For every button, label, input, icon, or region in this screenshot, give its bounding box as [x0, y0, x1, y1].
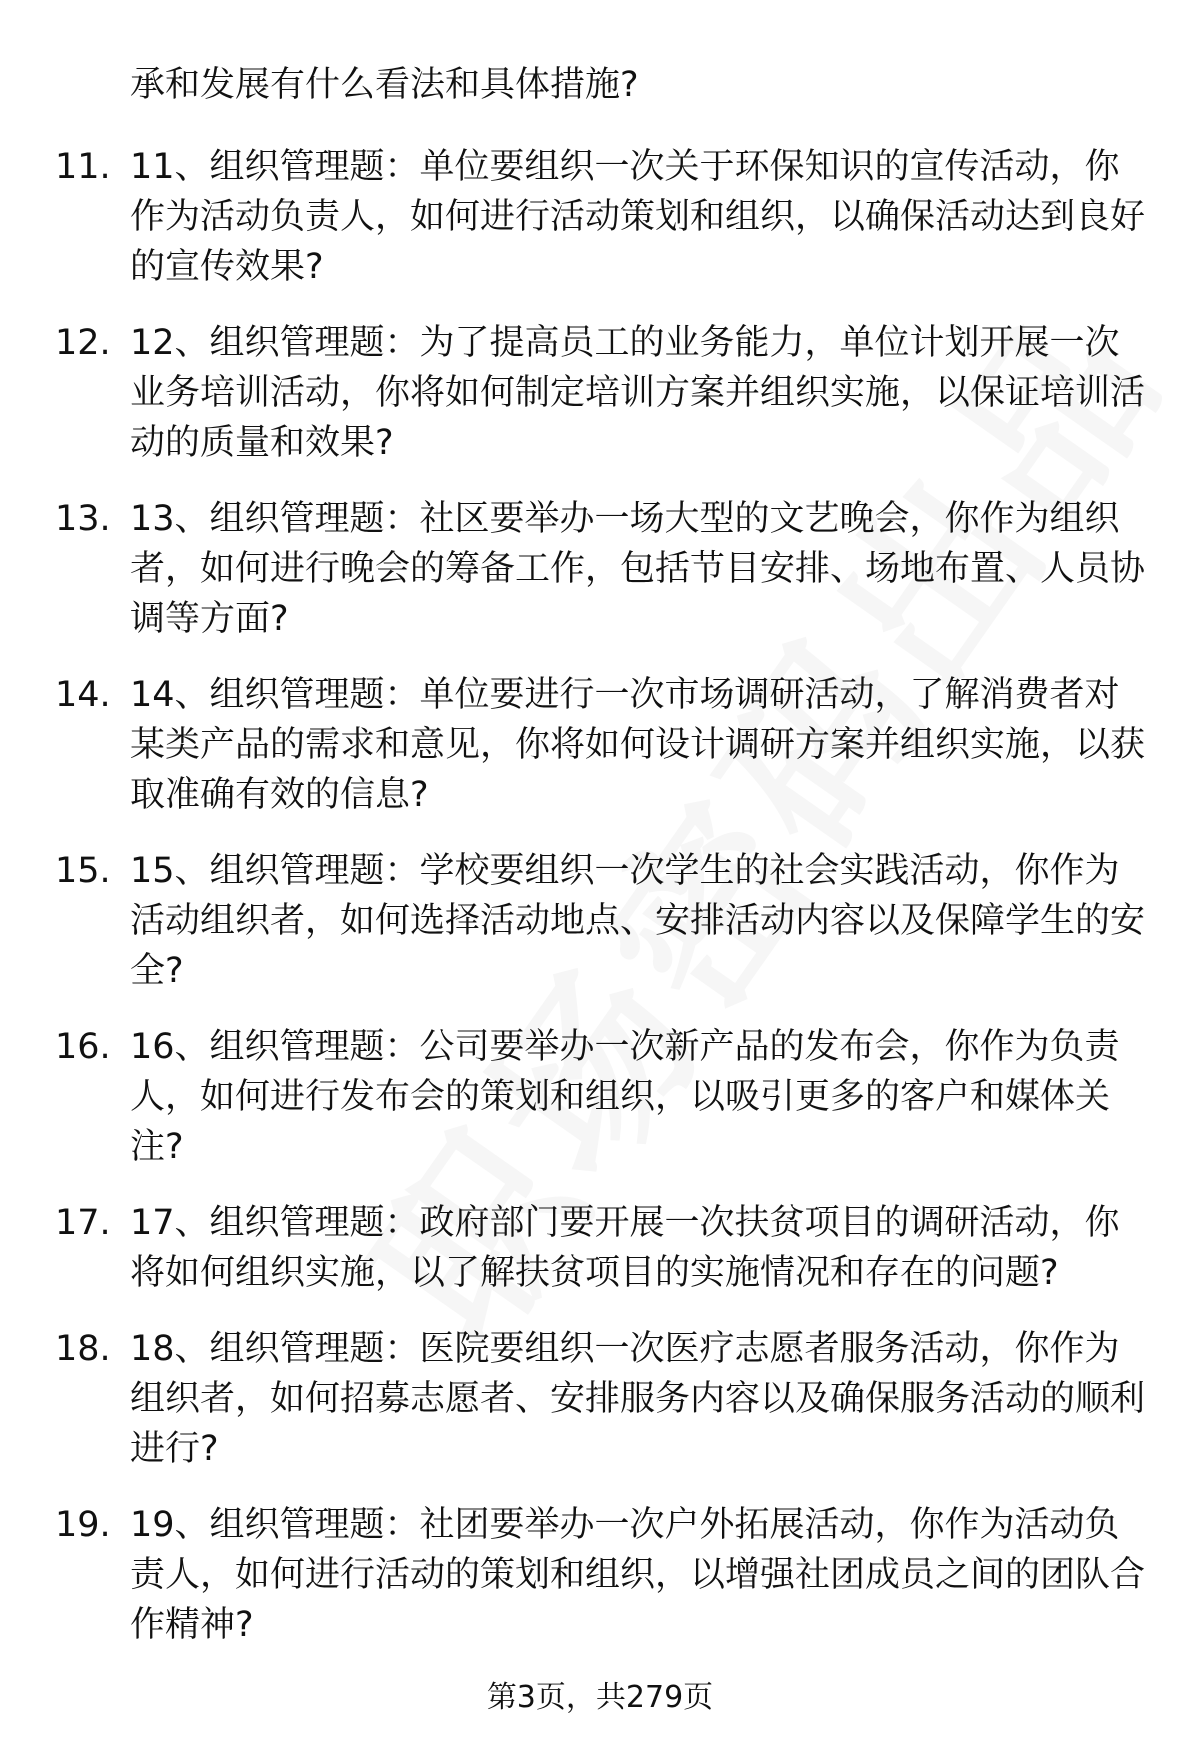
question-text: 17、组织管理题：政府部门要开展一次扶贫项目的调研活动，你将如何组织实施，以了解扶贫项目的实施情况和存在的问题? [130, 1203, 1120, 1293]
question-number: 15. [55, 851, 111, 891]
question-number: 17. [55, 1203, 111, 1243]
question-item [0, 1198, 1200, 1298]
question-list [0, 142, 1200, 1676]
question-item [0, 1500, 1200, 1650]
page-footer: 第3页，共279页 [486, 1680, 714, 1715]
question-item [0, 1022, 1200, 1172]
question-text: 13、组织管理题：社区要举办一场大型的文艺晚会，你作为组织者，如何进行晚会的筹备工作，包括节目安排、场地布置、人员协调等方面? [130, 499, 1146, 639]
question-item [0, 670, 1200, 820]
question-text: 19、组织管理题：社团要举办一次户外拓展活动，你作为活动负责人，如何进行活动的策划和组织，以增强社团成员之间的团队合作精神? [130, 1505, 1146, 1645]
question-item [0, 142, 1200, 292]
question-text: 16、组织管理题：公司要举办一次新产品的发布会，你作为负责人，如何进行发布会的策划和组织，以吸引更多的客户和媒体关注? [130, 1027, 1120, 1167]
question-text: 18、组织管理题：医院要组织一次医疗志愿者服务活动，你作为组织者，如何招募志愿者、安排服务内容以及确保服务活动的顺利进行? [130, 1329, 1146, 1469]
continuation-text: 承和发展有什么看法和具体措施? [130, 65, 639, 105]
question-item [0, 846, 1200, 996]
question-number: 12. [55, 323, 111, 363]
question-item [0, 494, 1200, 644]
question-item [0, 318, 1200, 468]
question-text: 15、组织管理题：学校要组织一次学生的社会实践活动，你作为活动组织者，如何选择活动地点、安排活动内容以及保障学生的安全? [130, 851, 1146, 991]
question-text: 11、组织管理题：单位要组织一次关于环保知识的宣传活动，你作为活动负责人，如何进行活动策划和组织，以确保活动达到良好的宣传效果? [130, 147, 1146, 287]
question-number: 14. [55, 675, 111, 715]
question-number: 19. [55, 1505, 111, 1545]
question-text: 12、组织管理题：为了提高员工的业务能力，单位计划开展一次业务培训活动，你将如何制定培训方案并组织实施，以保证培训活动的质量和效果? [130, 323, 1146, 463]
question-text: 14、组织管理题：单位要进行一次市场调研活动，了解消费者对某类产品的需求和意见，你将如何设计调研方案并组织实施，以获取准确有效的信息? [130, 675, 1146, 815]
question-number: 16. [55, 1027, 111, 1067]
question-number: 11. [55, 147, 111, 187]
question-number: 13. [55, 499, 111, 539]
question-item [0, 1324, 1200, 1474]
question-number: 18. [55, 1329, 111, 1369]
